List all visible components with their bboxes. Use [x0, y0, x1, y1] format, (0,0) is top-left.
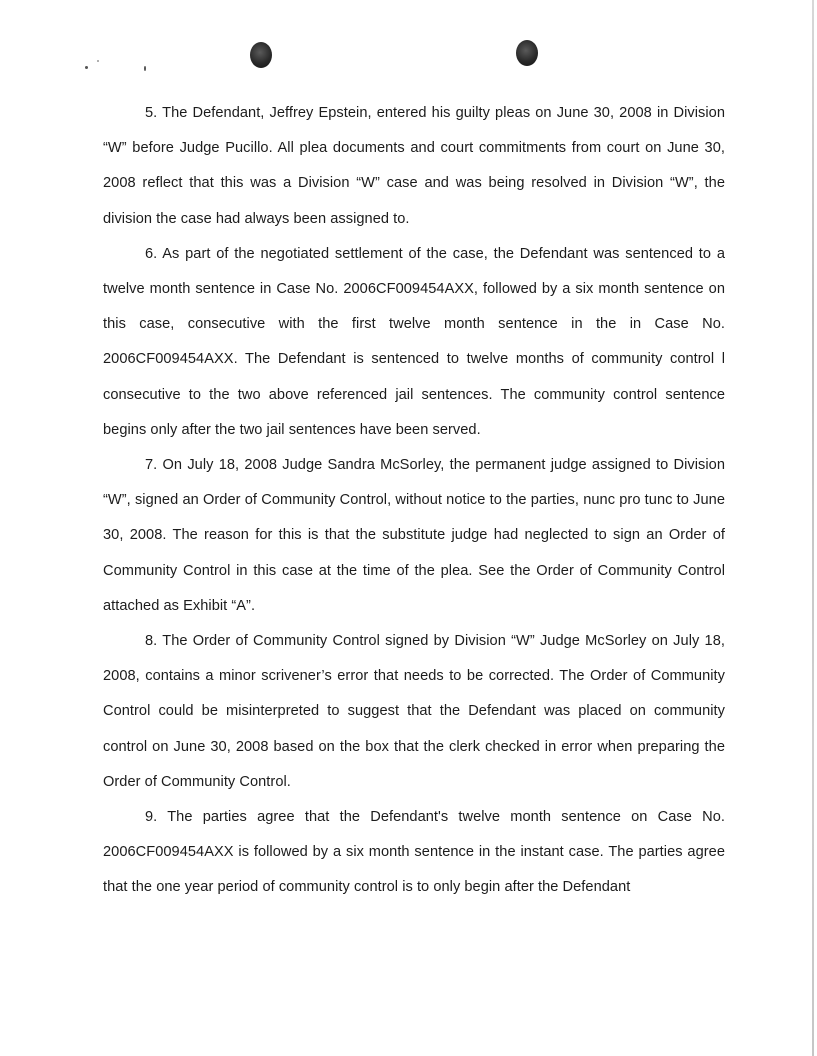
scan-edge-line — [812, 0, 814, 1056]
scan-speck — [85, 66, 88, 69]
scan-speck — [144, 66, 146, 71]
scan-speck — [97, 60, 99, 62]
paragraph-7: 7. On July 18, 2008 Judge Sandra McSorley, the permanent judge assigned to Division “W”, signed an Order of Community Control, without notice to the parties, nunc pro tunc to June 30, 2008. The reason for this is that the substitute judge had neglected to sign an Order of Community Control in this case at the time of the plea. See the Order of Community Control attached as Exhibit “A”. — [103, 457, 725, 614]
paragraph-6: 6. As part of the negotiated settlement of the case, the Defendant was sentenced to a twelve month sentence in Case No. 2006CF009454AXX, followed by a six month sentence on this case, consecutive with the first twelve month sentence in the in Case No. 2006CF009454AXX. The Defendant is sentenced to twelve months of community control l consecutive to the two above referenced jail sentences. The community control sentence begins only after the two jail sentences have been served. — [103, 245, 725, 438]
document-body — [103, 96, 725, 906]
punch-hole-left — [250, 42, 272, 68]
paragraph-5: 5. The Defendant, Jeffrey Epstein, entered his guilty pleas on June 30, 2008 in Division “W” before Judge Pucillo. All plea documents and court commitments from court on June 30, 2008 reflect that this was a Division “W” case and was being resolved in Division “W”, the division the case had always been assigned to. — [103, 105, 725, 227]
paragraph-8: 8. The Order of Community Control signed by Division “W” Judge McSorley on July 18, 2008, contains a minor scrivener’s error that needs to be corrected. The Order of Community Control could be misinterpreted to suggest that the Defendant was placed on community control on June 30, 2008 based on the box that the clerk checked in error when preparing the Order of Community Control. — [103, 633, 725, 790]
punch-hole-right — [516, 40, 538, 66]
paragraph-9: 9. The parties agree that the Defendant's twelve month sentence on Case No. 2006CF009454AXX is followed by a six month sentence in the instant case. The parties agree that the one year period of community control is to only begin after the Defendant — [103, 809, 725, 896]
